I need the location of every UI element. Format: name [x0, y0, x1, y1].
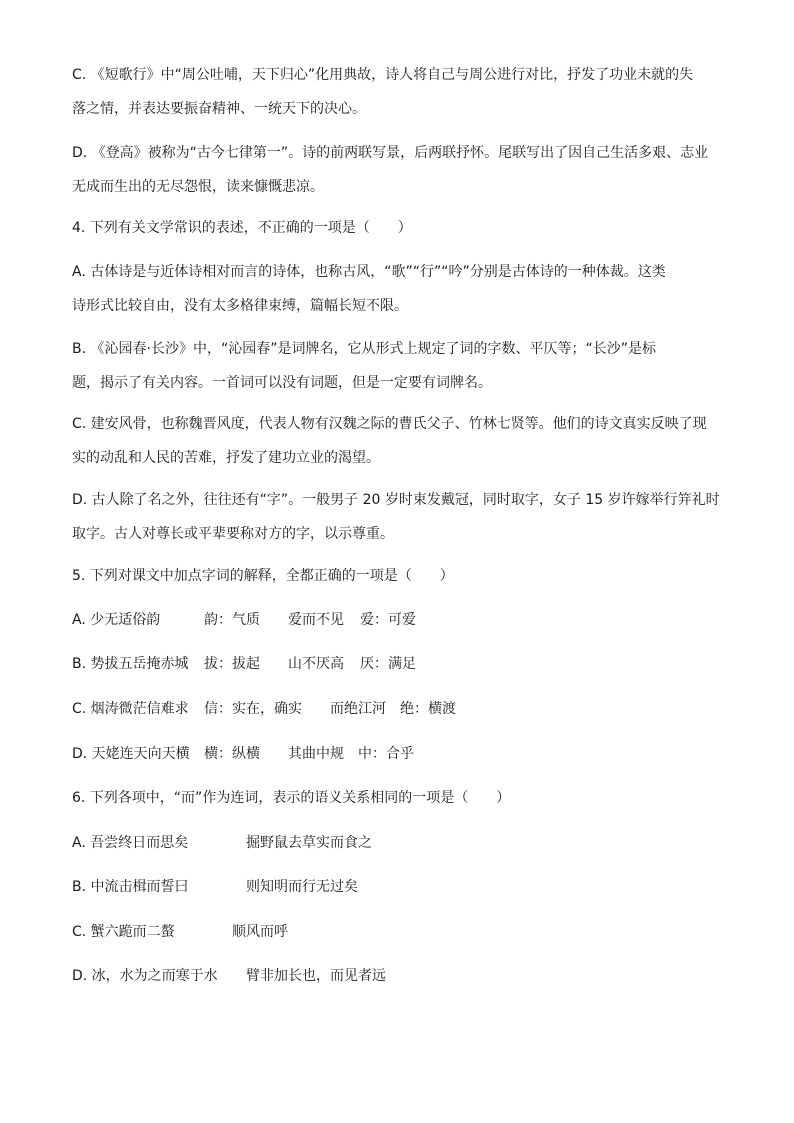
q6-option-a-sentence1: A. 吾尝终日而思矣: [72, 835, 189, 851]
q5-option-b-phrase: B. 势拔五岳掩赤城: [72, 656, 189, 672]
q6-stem: [72, 781, 722, 815]
q4-option-d-line1: D. 古人除了名之外，往往还有“字”。一般男子 20 岁时束发戴冠，同时取字，女子 15 岁许嫁举行笄礼时: [72, 492, 720, 508]
q6-option-c-sentence2: 顺风而呼: [232, 924, 288, 940]
q5-stem-text: 5. 下列对课文中加点字词的解释，全都正确的一项是（ ）: [72, 568, 454, 584]
q4-option-b-line1: B. 《沁园春·长沙》中，“沁园春”是词牌名，它从形式上规定了词的字数、平仄等；“长沙”是标: [72, 341, 656, 357]
q4-option-c-line1: C. 建安风骨，也称魏晋风度，代表人物有汉魏之际的曹氏父子、竹林七贤等。他们的诗文真实反映了现: [72, 416, 707, 432]
q5-stem: [72, 559, 722, 593]
q6-stem-text: 6. 下列各项中，“而”作为连词，表示的语义关系相同的一项是（ ）: [72, 790, 511, 806]
q3-option-c: [72, 58, 722, 126]
q5-option-a-phrase2: 爱而不见: [288, 612, 344, 628]
q4-option-b: [72, 332, 722, 400]
q3-option-d: [72, 136, 722, 204]
q6-option-b-sentence2: 则知明而行无过矣: [246, 879, 358, 895]
q5-option-a-phrase: A. 少无适俗韵: [72, 612, 161, 628]
q5-option-a-gloss: 韵：气质: [204, 612, 260, 628]
q3-option-d-line1: D. 《登高》被称为“古今七律第一”。诗的前两联写景，后两联抒怀。尾联写出了因自己生活多艰、志业: [72, 145, 709, 161]
q3-option-d-line2: 无成而生出的无尽怨恨，读来慷慨悲凉。: [72, 179, 324, 195]
q4-option-d: [72, 483, 722, 551]
q4-option-d-line2: 取字。古人对尊长或平辈要称对方的字，以示尊重。: [72, 526, 394, 542]
q5-option-c-phrase: C. 烟涛微茫信难求: [72, 701, 189, 717]
q6-option-d-sentence1: D. 冰，水为之而寒于水: [72, 968, 218, 984]
q5-option-a-gloss2: 爱：可爱: [360, 612, 416, 628]
q4-option-a: [72, 255, 722, 323]
q5-option-d-phrase2: 其曲中规: [288, 746, 344, 762]
q4-option-b-line2: 题，揭示了有关内容。一首词可以没有词题，但是一定要有词牌名。: [72, 375, 492, 391]
q5-option-c-gloss2: 绝：横渡: [400, 701, 456, 717]
q5-option-d-gloss2: 中：合乎: [358, 746, 414, 762]
q5-option-d-gloss: 横：纵横: [204, 746, 260, 762]
q4-stem: [72, 211, 722, 245]
q6-option-d-sentence2: 臂非加长也，而见者远: [246, 968, 386, 984]
q4-stem-text: 4. 下列有关文学常识的表述，不正确的一项是（ ）: [72, 220, 412, 236]
q5-option-b-gloss2: 厌：满足: [360, 656, 416, 672]
q5-option-d-phrase: D. 天姥连天向天横: [72, 746, 190, 762]
q6-option-b-sentence1: B. 中流击楫而誓曰: [72, 879, 189, 895]
q4-option-a-line1: A. 古体诗是与近体诗相对而言的诗体，也称古风，“歌”“行”“吟”分别是古体诗的一种体裁。这类: [72, 264, 666, 280]
q3-option-c-line2: 落之情，并表达要振奋精神、一统天下的决心。: [72, 101, 366, 117]
q4-option-c: [72, 407, 722, 475]
q6-option-a-sentence2: 掘野鼠去草实而食之: [246, 835, 372, 851]
q3-option-c-line1: C. 《短歌行》中“周公吐哺，天下归心”化用典故，诗人将自己与周公进行对比，抒发了功业未就的失: [72, 67, 694, 83]
q5-option-b-gloss: 拔：拔起: [204, 656, 260, 672]
q5-option-c-phrase2: 而绝江河: [330, 701, 386, 717]
q4-option-a-line2: 诗形式比较自由，没有太多格律束缚，篇幅长短不限。: [72, 298, 408, 314]
q4-option-c-line2: 实的动乱和人民的苦难，抒发了建功立业的渴望。: [72, 450, 380, 466]
q5-option-b-phrase2: 山不厌高: [288, 656, 344, 672]
q5-option-c-gloss: 信：实在，确实: [204, 701, 302, 717]
q6-option-c-sentence1: C. 蟹六跪而二螯: [72, 924, 175, 940]
